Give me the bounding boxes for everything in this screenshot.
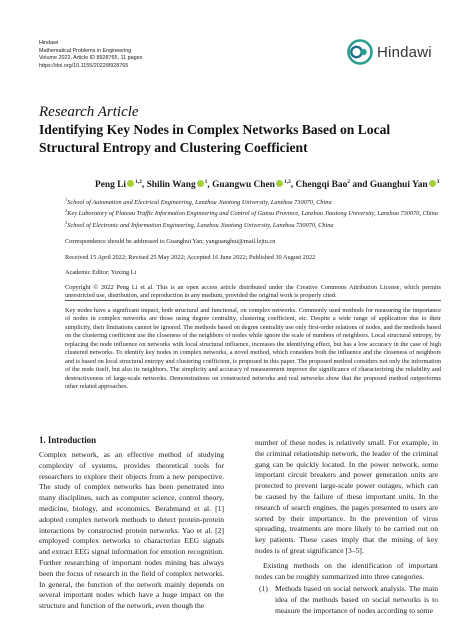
journal-publisher: Hindawi <box>39 40 59 46</box>
dates-line: Received 15 April 2022; Revised 25 May 2022; Accepted 16 June 2022; Published 30 August 2022 <box>65 254 316 261</box>
author-4-sup: 2 <box>347 179 351 185</box>
author-5-sup: 3 <box>436 179 440 185</box>
orcid-icon[interactable] <box>276 180 283 187</box>
article-type: Research Article <box>39 104 139 120</box>
author-3-sup: 1,2 <box>283 179 291 185</box>
author-2-sup: 1 <box>204 179 208 185</box>
paragraph: number of these nodes is relatively small. For example, in the criminal relationship network, the leader of the criminal gang can be quickly located. In the power network, some important circuit breakers and power generation units are protected to prevent large-scale power outages, which can be caused by the failure of these important units. In the research of search engines, the pages presented to users are sorted by their importance. In the prevention of virus spreading, treatments are more likely to be carried out on key patients. These cases imply that the mining of key nodes is of great significance [3–5]. <box>255 438 438 555</box>
list-number: (1) <box>259 584 268 594</box>
journal-header <box>39 40 142 70</box>
copyright-notice: Copyright © 2022 Peng Li et al. This is an open access article distributed under the Creative Commons Attribution License, which permits unrestricted use, distribution, and reproduction in any medium, provided the original work is properly cited. <box>65 284 441 300</box>
list-text: Methods based on social network analysis. The main idea of the methods based on social networks is to measure the importance of nodes according to some <box>275 584 438 615</box>
article-title: Identifying Key Nodes in Complex Networks Based on Local Structural Entropy and Clustering Coefficient <box>39 122 391 155</box>
paragraph: Complex network, as an effective method of studying complexity of systems, provides theoretical tools for researchers to explore their objects from a new perspective. The study of complex networks has been penetrated into many disciplines, such as computer science, control theory, medicine, biology, and economics. Berahmand et al. [1] adopted complex network methods to detect protein-protein interactions by constructed protein networks. Yao et al. [2] employed complex networks to characterize EEG signals and extract EEG signal information for emotion recognition. Further researching of important nodes mining has always been the focus of research in the field of complex networks. In general, the function of the network mainly depends on several important nodes which have a huge impact on the structure and function of the network, even though the <box>39 450 224 611</box>
body-column-right <box>255 438 438 617</box>
affiliation-item: $^1$School of Automation and Electrical Engineering, Lanzhou Jiaotong University, Lanzhou 730070, China <box>65 197 332 207</box>
journal-title: Mathematical Problems in Engineering <box>39 47 132 54</box>
affiliations <box>65 196 445 230</box>
publisher-logo <box>347 38 442 66</box>
abstract: Key nodes have a significant impact, both structural and functional, on complex networks. Commonly used methods for measuring the importance of nodes in complex networks are those using degree centrality, clustering coefficient, etc. Despite a wide range of application due to their simplicity, their limitations cannot be ignored. The methods based on degree centrality use only first-order relations of nodes, and the methods based on the clustering coefficient use the closeness of the neighbors of nodes while ignore the scale of numbers of neighbors. Local structural entropy, by replacing the node influence on networks with local structural influence, increases the identifying effect, but has a low accuracy in the case of high clustered networks. To identify key nodes in complex networks, a novel method, which considers both the influence and the closeness of neighbors and is based on local structural entropy and clustering coefficient, is proposed in this paper. The proposed method considers not only the information of the node itself, but also its neighbors. The simplicity and accuracy of measurement improve the significance of characterizing the reliability and destructiveness of large-scale networks. Demonstrations on constructed networks and real networks show that the proposed method outperforms other related approaches. <box>65 307 441 391</box>
orcid-icon[interactable] <box>127 180 134 187</box>
author-3-name: Guangwu Chen <box>212 180 275 191</box>
journal-volume: Volume 2022, Article ID 8928765, 11 pages <box>39 55 143 62</box>
author-4-name: Chengqi Bao <box>295 180 348 191</box>
author-2-name: Shilin Wang <box>146 180 196 191</box>
divider <box>65 300 441 301</box>
hindawi-logo-icon <box>347 39 373 65</box>
paragraph: Existing methods on the identification of important nodes can be roughly summarized into three categories. <box>255 560 438 581</box>
author-1-name: Peng Li <box>95 180 126 191</box>
orcid-icon[interactable] <box>197 180 204 187</box>
journal-doi[interactable]: https://doi.org/10.1155/2022/8928765 <box>39 62 129 69</box>
author-1-sup: 1,2 <box>135 179 142 185</box>
affiliation-item: $^2$Key Laboratory of Plateau Traffic Information Engineering and Control of Gansu Province, Lanzhou Jiaotong University, Lanzhou 730070, China <box>65 208 438 218</box>
orcid-icon[interactable] <box>429 180 436 187</box>
author-list: Peng Li $^{1,2}$, Shilin Wang $^1$, Guangwu Chen $^{1,2}$, Chengqi Bao$^2$ and Guanghui Yan $^3$ <box>95 179 440 191</box>
correspondence-line: Correspondence should be addressed to Guanghui Yan; yanguanghui@mail.lzjtu.cn <box>65 238 276 245</box>
author-5-name: Guanghui Yan <box>369 180 428 191</box>
academic-editor: Academic Editor: Yuxing Li <box>65 269 137 276</box>
affiliation-item: $^3$School of Electronic and Information Engineering, Lanzhou Jiaotong University, Lanzhou 730070, China <box>65 219 334 229</box>
body-column-left <box>39 450 224 612</box>
list-item <box>255 584 438 616</box>
logo-wordmark: Hindawi <box>377 43 432 61</box>
section-heading-introduction: 1. Introduction <box>39 435 97 445</box>
